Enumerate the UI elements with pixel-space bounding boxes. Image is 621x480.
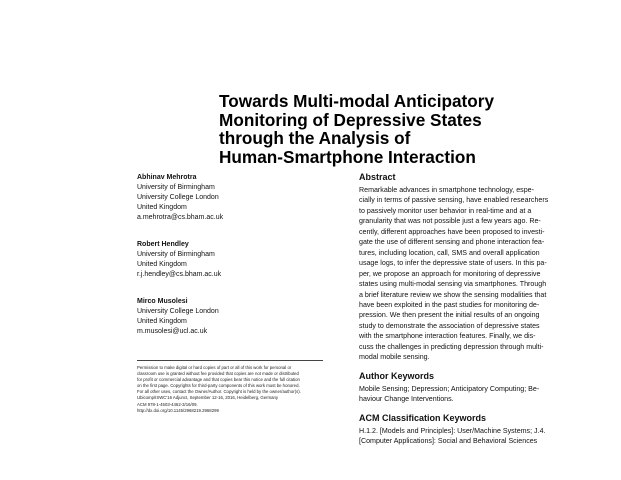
abstract-line: a brief literature review we show the sensing modalities that (359, 290, 547, 299)
abstract-section (359, 172, 564, 363)
permission-line: for profit or commercial advantage and that copies bear this notice and the full citation (137, 377, 300, 383)
abstract-line: cently, different approaches have been proposed to investi- (359, 227, 545, 236)
abstract-line: modal mobile sensing. (359, 353, 430, 362)
keywords-text (359, 384, 564, 405)
abstract-line: cially in terms of passive sensing, have enabled researchers (359, 196, 549, 205)
abstract-line: to passively monitor user behavior in real-time and at a (359, 206, 532, 215)
author-email: r.j.hendley@cs.bham.ac.uk (137, 271, 222, 278)
author-affiliation: University College London (137, 308, 219, 315)
abstract-line: gate the use of different sensing and phone interaction fea- (359, 238, 545, 247)
permission-line: ACM 978-1-4503-4462-3/16/09. (137, 401, 198, 407)
acm-line: H.1.2. [Models and Principles]: User/Machine Systems; J.4. (359, 426, 546, 435)
author-list (137, 173, 337, 354)
paper-title (219, 92, 549, 166)
acm-section (359, 413, 564, 447)
abstract-line: Remarkable advances in smartphone technology, espe- (359, 186, 534, 194)
author-affiliation: University of Birmingham (137, 251, 215, 258)
author-country: United Kingdom (137, 261, 187, 268)
author-name: Abhinav Mehrotra (137, 174, 197, 181)
abstract-line: study to demonstrate the association of depressive states (359, 321, 540, 330)
title-line: Monitoring of Depressive States (219, 109, 482, 130)
permission-line: For all other uses, contact the Owner/Author. Copyright is held by the owner/author(s). (137, 389, 301, 395)
permission-line: classroom use is granted without fee provided that copies are not made or distributed (137, 371, 299, 377)
title-line: through the Analysis of (219, 128, 411, 148)
abstract-line: cuss the challenges in predicting depression through multi- (359, 342, 544, 351)
author-block (137, 240, 337, 280)
keywords-line: haviour Change Interventions. (359, 395, 454, 404)
keywords-heading: Author Keywords (359, 370, 435, 381)
abstract-line: per, we propose an approach for monitoring of depressive (359, 269, 541, 278)
doi-link[interactable]: http://dx.doi.org/10.1145/2968219.2968299 (137, 407, 219, 413)
abstract-line: states using multi-modal sensing via smartphones. Through (359, 280, 547, 289)
acm-heading: ACM Classification Keywords (359, 412, 487, 423)
abstract-text (359, 185, 564, 363)
permission-line: Permission to make digital or hard copies of part or all of this work for personal or (137, 365, 292, 370)
acm-line: [Computer Applications]: Social and Behavioral Sciences (359, 437, 538, 446)
author-country: United Kingdom (137, 318, 187, 325)
abstract-line: have been exploited in the past studies for monitoring de- (359, 300, 540, 309)
keywords-line: Mobile Sensing; Depression; Anticipatory Computing; Be- (359, 384, 540, 393)
permission-line: Ubicomp/ISWC'16 Adjunct, September 12-16, 2016, Heidelberg, Germany (137, 395, 279, 401)
author-name: Robert Hendley (137, 241, 189, 248)
author-block (137, 173, 337, 223)
permission-notice (137, 360, 323, 414)
author-email: m.musolesi@ucl.ac.uk (137, 328, 208, 335)
author-affiliation: University College London (137, 194, 219, 201)
keywords-section (359, 371, 564, 405)
author-email: a.mehrotra@cs.bham.ac.uk (137, 214, 224, 221)
abstract-line: usage logs, to infer the depressive state of users. In this pa- (359, 259, 547, 268)
author-block (137, 297, 337, 337)
permission-line: on the first page. Copyrights for third-party components of this work must be honored. (137, 383, 300, 389)
author-country: United Kingdom (137, 204, 187, 211)
abstract-line: with the smartphone interaction features. Finally, we dis- (359, 332, 536, 341)
title-line: Human-Smartphone Interaction (219, 146, 476, 167)
right-column (359, 172, 564, 455)
title-line: Towards Multi-modal Anticipatory (219, 91, 495, 111)
abstract-line: tures, including location, call, SMS and overall application (359, 248, 540, 257)
author-affiliation: University of Birmingham (137, 184, 215, 191)
abstract-heading: Abstract (359, 172, 396, 182)
abstract-line: pression. We then present the initial results of an ongoing (359, 311, 540, 320)
abstract-line: granularity that was not possible just a few years ago. Re- (359, 217, 541, 226)
acm-text (359, 426, 564, 447)
author-name: Mirco Musolesi (137, 298, 188, 305)
